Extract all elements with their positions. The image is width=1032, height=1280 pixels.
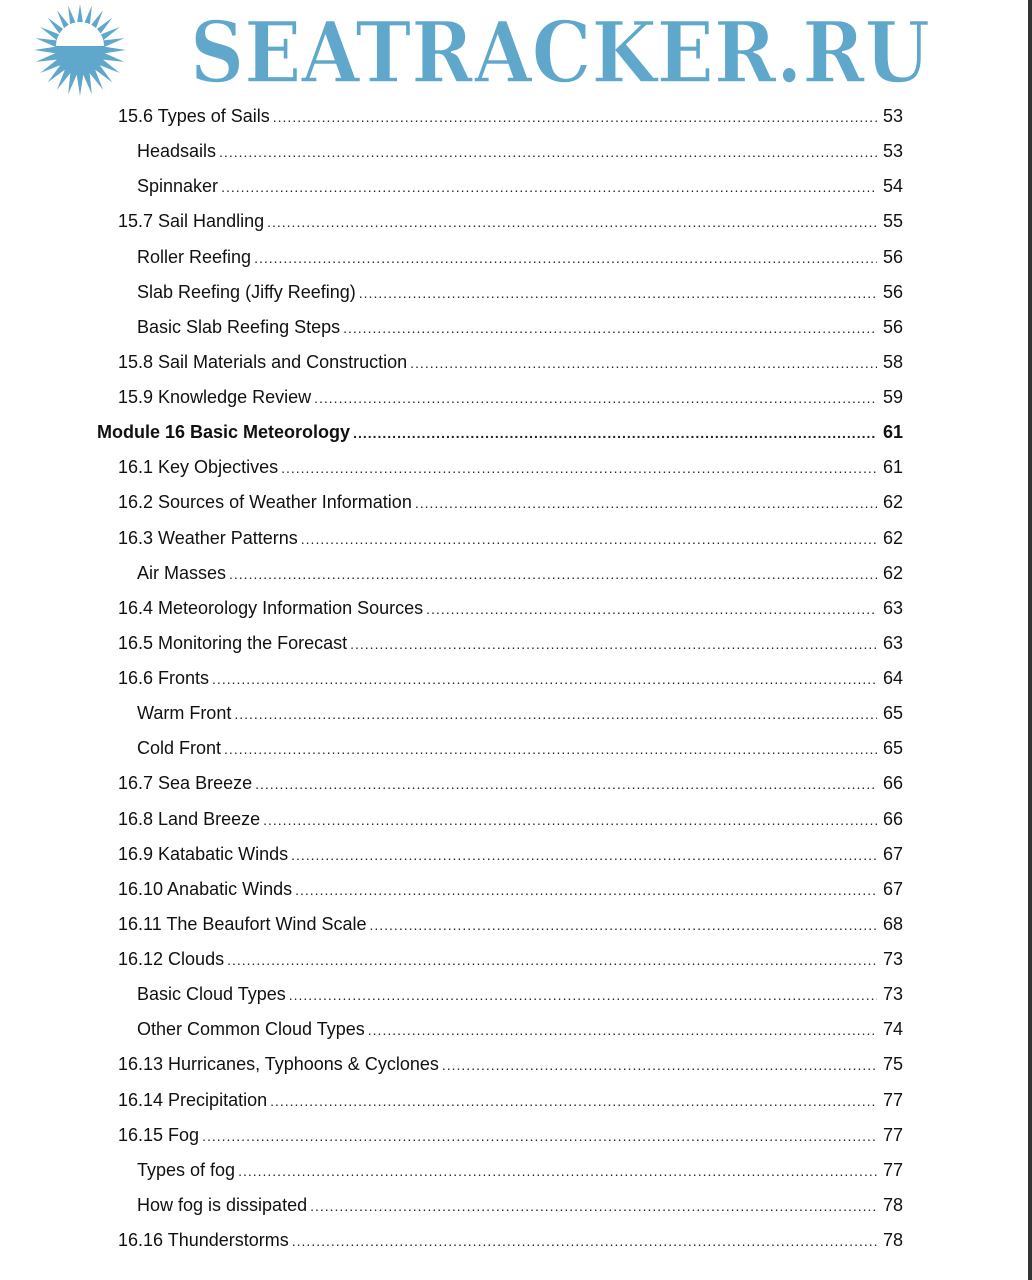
toc-entry-label: 15.7 Sail Handling: [118, 208, 267, 234]
dot-leader: [410, 350, 877, 376]
toc-entry-label: 16.4 Meteorology Information Sources: [118, 595, 426, 621]
toc-entry[interactable]: [97, 419, 903, 445]
toc-entry-label: Headsails: [137, 138, 219, 164]
toc-entry-label: 15.9 Knowledge Review: [118, 384, 314, 410]
toc-entry-label: 16.16 Thunderstorms: [118, 1227, 292, 1253]
dot-leader: [442, 1052, 877, 1078]
dot-leader: [368, 1017, 877, 1043]
toc-page-number: 66: [882, 808, 903, 829]
toc-page-number: 62: [882, 562, 903, 583]
toc-entry-label: 16.5 Monitoring the Forecast: [118, 630, 350, 656]
toc-entry-label: Slab Reefing (Jiffy Reefing): [137, 279, 359, 305]
toc-page-number: 59: [882, 387, 903, 407]
dot-leader: [221, 174, 877, 200]
toc-entry-label: Cold Front: [137, 735, 224, 761]
toc-entry[interactable]: [118, 208, 903, 234]
toc-entry-label: 16.9 Katabatic Winds: [118, 841, 291, 867]
dot-leader: [295, 877, 877, 903]
dot-leader: [227, 947, 877, 973]
dot-leader: [270, 1088, 877, 1114]
toc-page-number: 63: [882, 632, 903, 653]
toc-page-number: 56: [882, 316, 903, 337]
seatracker-watermark: [0, 2, 1032, 98]
toc-page-number: 53: [882, 141, 903, 162]
toc-entry[interactable]: [118, 454, 903, 480]
toc-entry[interactable]: [118, 1227, 903, 1253]
toc-page-number: 63: [882, 597, 903, 618]
dot-leader: [343, 315, 877, 341]
toc-page-number: 73: [882, 984, 903, 1005]
toc-entry-label: 16.8 Land Breeze: [118, 806, 263, 832]
toc-entry[interactable]: [137, 1016, 903, 1042]
toc-entry[interactable]: [137, 735, 903, 761]
toc-page-number: 74: [882, 1019, 903, 1040]
toc-entry-label: 16.7 Sea Breeze: [118, 770, 255, 796]
toc-entry-label: 16.6 Fronts: [118, 665, 212, 691]
toc-entry-label: Roller Reefing: [137, 244, 254, 270]
toc-entry-label: Air Masses: [137, 560, 229, 586]
toc-page-number: 65: [882, 738, 903, 759]
dot-leader: [353, 420, 877, 446]
toc-page-number: 62: [882, 527, 903, 548]
toc-page-number: 65: [882, 703, 903, 724]
toc-entry[interactable]: [137, 173, 903, 199]
watermark-text: SEATRACKER.RU: [190, 3, 930, 98]
dot-leader: [310, 1193, 877, 1219]
toc-entry[interactable]: [137, 981, 903, 1007]
toc-entry[interactable]: [137, 560, 903, 586]
toc-page-number: 54: [882, 176, 903, 197]
dot-leader: [291, 842, 877, 868]
dot-leader: [369, 912, 877, 938]
toc-entry-label: Types of fog: [137, 1157, 238, 1183]
toc-entry-label: 16.1 Key Objectives: [118, 454, 281, 480]
dot-leader: [254, 245, 877, 271]
toc-page-number: 78: [882, 1194, 903, 1215]
toc-entry[interactable]: [118, 806, 903, 832]
toc-page-number: 61: [882, 422, 903, 443]
dot-leader: [350, 631, 877, 657]
toc-entry[interactable]: [137, 138, 903, 164]
toc-entry[interactable]: [118, 103, 903, 129]
dot-leader: [301, 526, 877, 552]
toc-entry-label: 16.10 Anabatic Winds: [118, 876, 295, 902]
toc-entry-label: 15.6 Types of Sails: [118, 103, 273, 129]
toc-entry[interactable]: [118, 384, 903, 410]
dot-leader: [202, 1123, 877, 1149]
toc-page-number: 55: [882, 211, 903, 232]
toc-entry[interactable]: [137, 700, 903, 726]
toc-entry-label: Spinnaker: [137, 173, 221, 199]
toc-entry-label: Other Common Cloud Types: [137, 1016, 368, 1042]
dot-leader: [292, 1228, 877, 1254]
dot-leader: [281, 455, 877, 481]
toc-entry-label: 16.2 Sources of Weather Information: [118, 489, 415, 515]
toc-entry[interactable]: [118, 349, 903, 375]
toc-page-number: 62: [882, 492, 903, 513]
dot-leader: [314, 385, 877, 411]
page-edge: [1028, 0, 1032, 1280]
toc-entry-label: How fog is dissipated: [137, 1192, 310, 1218]
toc-entry[interactable]: [137, 244, 903, 270]
toc-entry[interactable]: [118, 876, 903, 902]
toc-entry[interactable]: [118, 489, 903, 515]
toc-page-number: 64: [882, 668, 903, 688]
toc-entry[interactable]: [118, 1122, 903, 1148]
dot-leader: [426, 596, 877, 622]
dot-leader: [415, 490, 877, 516]
toc-entry[interactable]: [118, 630, 903, 656]
dot-leader: [234, 701, 877, 727]
dot-leader: [238, 1158, 877, 1184]
toc-page-number: 78: [882, 1230, 903, 1250]
toc-entry[interactable]: [118, 946, 903, 972]
toc-entry-label: 15.8 Sail Materials and Construction: [118, 349, 410, 375]
dot-leader: [273, 104, 877, 130]
toc-entry[interactable]: [118, 665, 903, 691]
dot-leader: [255, 771, 877, 797]
dot-leader: [289, 982, 877, 1008]
dot-leader: [263, 807, 877, 833]
toc-page-number: 67: [882, 878, 903, 899]
toc-page-number: 61: [882, 457, 903, 478]
toc-entry[interactable]: [118, 770, 903, 796]
dot-leader: [212, 666, 877, 692]
toc-entry-label: Warm Front: [137, 700, 234, 726]
toc-entry[interactable]: [118, 1087, 903, 1113]
toc-entry-label: 16.15 Fog: [118, 1122, 202, 1148]
dot-leader: [219, 139, 877, 165]
toc-entry-label: 16.11 The Beaufort Wind Scale: [118, 911, 369, 937]
toc-entry-label: Basic Slab Reefing Steps: [137, 314, 343, 340]
toc-entry[interactable]: [118, 1051, 903, 1077]
toc-entry-label: 16.13 Hurricanes, Typhoons & Cyclones: [118, 1051, 442, 1077]
dot-leader: [224, 736, 877, 762]
toc-entry-label: Module 16 Basic Meteorology: [97, 419, 353, 445]
toc-entry[interactable]: [137, 1157, 903, 1183]
toc-entry-label: 16.3 Weather Patterns: [118, 525, 301, 551]
dot-leader: [359, 280, 877, 306]
toc-entry[interactable]: [118, 911, 903, 937]
toc-page-number: 67: [882, 843, 903, 864]
toc-page-number: 77: [882, 1159, 903, 1180]
toc-page-number: 68: [882, 913, 903, 934]
toc-page-number: 73: [882, 949, 903, 969]
toc-entry[interactable]: [137, 314, 903, 340]
sun-logo-icon: [34, 4, 126, 96]
toc-page-number: 56: [882, 281, 903, 302]
dot-leader: [229, 561, 877, 587]
toc-entry-label: 16.14 Precipitation: [118, 1087, 270, 1113]
toc-entry[interactable]: [137, 279, 903, 305]
toc-page-number: 66: [882, 773, 903, 794]
toc-entry-label: Basic Cloud Types: [137, 981, 289, 1007]
toc-entry-label: 16.12 Clouds: [118, 946, 227, 972]
toc-page-number: 56: [882, 246, 903, 267]
toc-entry[interactable]: [137, 1192, 903, 1218]
toc-page-number: 53: [882, 106, 903, 126]
toc-page-number: 58: [882, 351, 903, 372]
toc-entry[interactable]: [118, 841, 903, 867]
toc-page-number: 77: [882, 1124, 903, 1145]
dot-leader: [267, 209, 877, 235]
toc-page-number: 77: [882, 1089, 903, 1110]
toc-entry[interactable]: [118, 595, 903, 621]
toc-entry[interactable]: [118, 525, 903, 551]
toc-page-number: 75: [882, 1054, 903, 1075]
